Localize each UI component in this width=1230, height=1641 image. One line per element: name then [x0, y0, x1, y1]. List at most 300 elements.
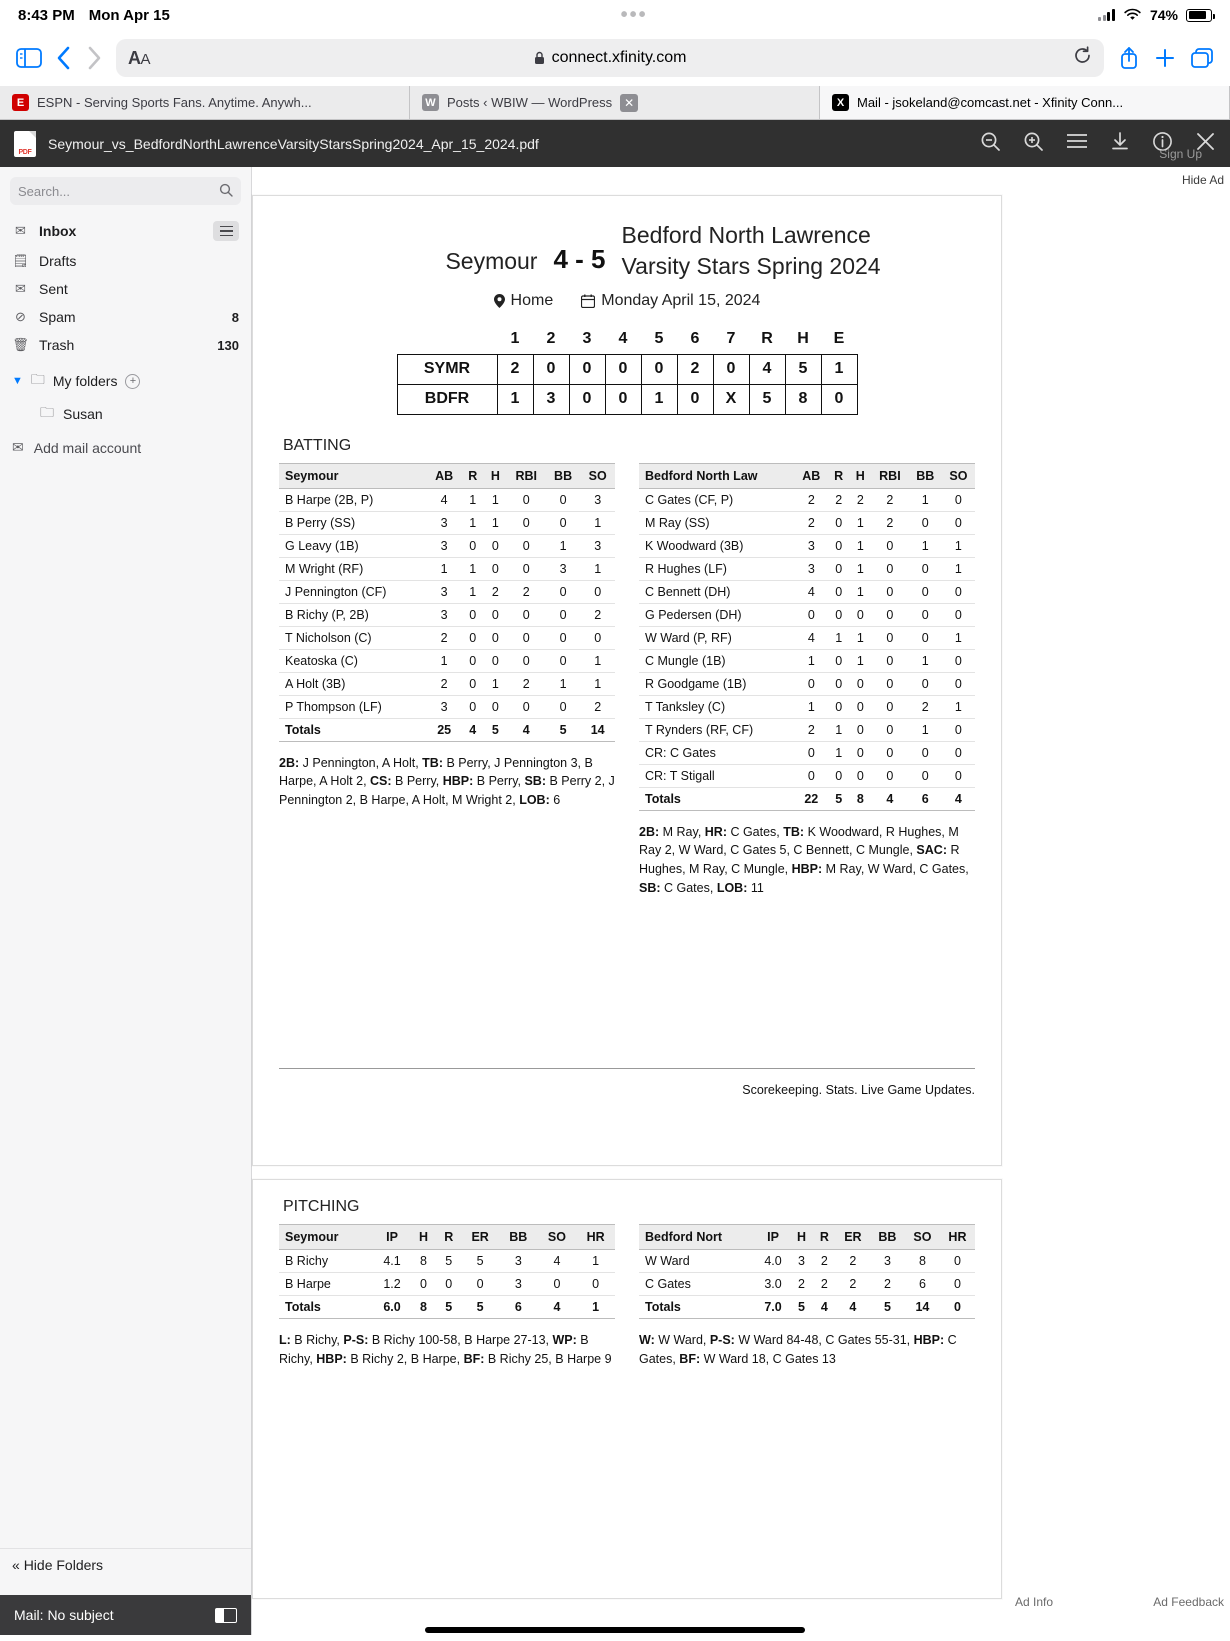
stat-r: 1 [461, 511, 484, 534]
runs-header: R [761, 329, 773, 347]
stat-ab: 0 [795, 741, 828, 764]
player-name: G Pedersen (DH) [639, 603, 795, 626]
stat-ab: 1 [795, 695, 828, 718]
totals-label: Totals [639, 787, 795, 810]
stat-so: 0 [942, 488, 975, 511]
ad-feedback-link[interactable]: Ad Feedback [1153, 1595, 1224, 1609]
stat-so: 8 [905, 1250, 940, 1273]
note-value: W Ward, [654, 1333, 710, 1347]
inning-header: 2 [546, 329, 556, 347]
tab-label: Posts ‹ WBIW — WordPress [447, 95, 613, 110]
player-name: C Gates (CF, P) [639, 488, 795, 511]
status-time: 8:43 PM [18, 6, 75, 24]
note-value: W Ward 18, C Gates 13 [700, 1351, 836, 1366]
team-column-header: Seymour [279, 463, 427, 488]
stat-rbi: 0 [871, 580, 909, 603]
new-tab-plus-icon[interactable] [1154, 47, 1176, 69]
sidebar-item-spam[interactable] [0, 303, 251, 331]
chevron-down-icon[interactable]: ▼ [12, 375, 23, 387]
stat-h: 0 [850, 695, 872, 718]
table-row [279, 557, 615, 580]
ios-status-bar [0, 0, 1230, 30]
stat-ab: 0 [795, 603, 828, 626]
stat-rbi: 0 [507, 488, 546, 511]
pdf-viewer-toolbar [0, 120, 1230, 167]
stat-h: 1 [484, 672, 507, 695]
table-row [639, 695, 975, 718]
table-header-row [639, 1225, 975, 1250]
game-location: Home [510, 292, 554, 310]
total-errors: 1 [821, 354, 857, 384]
download-icon[interactable] [1110, 131, 1130, 156]
envelope-icon: ✉ [12, 439, 24, 455]
chevron-left-icon: « [12, 1557, 20, 1573]
pitching-away-notes [279, 1331, 615, 1369]
stat-r: 1 [461, 557, 484, 580]
stat-bb: 1 [909, 718, 942, 741]
totals-label: Totals [279, 1296, 373, 1319]
sidebar-subitem-label: Susan [63, 406, 103, 422]
note-value: B Richy, [290, 1333, 344, 1347]
stat-rbi: 2 [871, 511, 909, 534]
tab-wordpress[interactable] [410, 86, 820, 119]
note-label: HBP: [791, 862, 823, 877]
stat-bb: 0 [546, 695, 581, 718]
table-row [639, 1250, 975, 1273]
player-name: B Harpe [279, 1273, 373, 1296]
trash-icon: 🗑 [12, 337, 29, 352]
player-name: A Holt (3B) [279, 672, 427, 695]
stat-header-r: R [813, 1225, 836, 1250]
totals-row [279, 718, 615, 741]
stat-h: 1 [850, 649, 872, 672]
table-row [279, 1250, 615, 1273]
team-column-header: Seymour [279, 1225, 373, 1250]
table-row [279, 1273, 615, 1296]
stat-rbi: 0 [871, 557, 909, 580]
tab-label: ESPN - Serving Sports Fans. Anytime. Anywh... [37, 95, 312, 110]
sign-up-text[interactable]: Sign Up [1159, 147, 1202, 161]
stat-so: 1 [580, 511, 615, 534]
add-mail-account-button[interactable] [0, 431, 251, 464]
tab-espn[interactable] [0, 86, 410, 119]
stat-h: 2 [790, 1273, 813, 1296]
status-date: Mon Apr 15 [88, 6, 170, 24]
spam-count: 8 [231, 309, 239, 325]
table-row [639, 488, 975, 511]
signal-bars-icon [1098, 9, 1115, 21]
table-row [639, 511, 975, 534]
pitching-away-column [279, 1224, 615, 1369]
back-chevron-icon[interactable] [56, 45, 72, 71]
boxscore-sheet [253, 196, 1001, 1121]
stat-bb: 3 [546, 557, 581, 580]
stat-so: 1 [942, 557, 975, 580]
stat-rbi: 4 [507, 718, 546, 741]
stat-rbi: 4 [871, 787, 909, 810]
note-value: R Hughes, M Ray, C Mungle, [639, 843, 960, 877]
stat-bb: 0 [546, 626, 581, 649]
stat-r: 2 [828, 488, 850, 511]
stat-er: 5 [461, 1250, 499, 1273]
linescore-blank-header [397, 324, 497, 354]
stat-so: 0 [942, 764, 975, 787]
player-name: C Gates [639, 1273, 756, 1296]
wordpress-favicon: W [422, 94, 439, 111]
calendar-icon [581, 294, 595, 308]
total-hits: 8 [785, 384, 821, 414]
batting-away-body [279, 488, 615, 741]
table-row [639, 1273, 975, 1296]
stat-r: 1 [828, 718, 850, 741]
note-value: M Ray, W Ward, C Gates, [822, 862, 969, 877]
stat-rbi: 0 [507, 649, 546, 672]
stat-hr: 0 [940, 1273, 975, 1296]
note-value: K Woodward, R Hughes, M Ray 2, W Ward, C Gates 5, C Bennett, C Mungle, [639, 824, 959, 858]
inning-runs: X [713, 384, 749, 414]
table-row [279, 488, 615, 511]
table-row [279, 649, 615, 672]
stat-h: 5 [790, 1296, 813, 1319]
inning-runs: 2 [497, 354, 533, 384]
inning-header: 6 [690, 329, 700, 347]
stat-bb: 0 [909, 603, 942, 626]
stat-so: 3 [580, 488, 615, 511]
drafts-icon: 🗒 [12, 253, 29, 268]
sent-icon: ✉ [15, 281, 26, 296]
inning-runs: 0 [569, 384, 605, 414]
stat-bb: 0 [546, 603, 581, 626]
total-errors: 0 [821, 384, 857, 414]
stat-header-h: H [484, 463, 507, 488]
sidebar-item-label: Sent [39, 281, 68, 297]
note-label: SAC: [916, 843, 947, 858]
stat-header-er: ER [836, 1225, 870, 1250]
sidebar-item-label: Trash [39, 337, 75, 353]
stat-r: 0 [461, 534, 484, 557]
footer-divider [279, 1068, 975, 1069]
stat-r: 5 [436, 1296, 461, 1319]
stat-h: 8 [411, 1250, 436, 1273]
stat-rbi: 0 [507, 603, 546, 626]
stat-r: 0 [828, 534, 850, 557]
zoom-out-icon[interactable] [980, 131, 1001, 157]
home-team-name: Bedford North Lawrence Varsity Stars Spring 2024 [621, 222, 881, 280]
stat-so: 1 [942, 626, 975, 649]
team-abbr: BDFR [397, 384, 497, 414]
batting-away-column [279, 463, 615, 898]
compose-window-icon[interactable] [215, 1608, 237, 1623]
table-row [639, 557, 975, 580]
stat-header-h: H [411, 1225, 436, 1250]
stat-bb: 1 [909, 488, 942, 511]
table-row [639, 534, 975, 557]
note-value: 6 [549, 793, 561, 808]
search-input[interactable] [10, 177, 241, 205]
stat-ab: 1 [795, 649, 828, 672]
batting-table-home [639, 463, 975, 811]
stat-bb: 3 [499, 1273, 538, 1296]
stat-header-ip: IP [756, 1225, 790, 1250]
team-column-header: Bedford Nort [639, 1225, 756, 1250]
team-column-header: Bedford North Law [639, 463, 795, 488]
stat-h: 1 [850, 534, 872, 557]
sidebar-toggle-icon[interactable] [16, 47, 42, 69]
table-row [639, 764, 975, 787]
note-label: P-S: [709, 1333, 735, 1347]
stat-rbi: 0 [871, 718, 909, 741]
sidebar-item-inbox[interactable] [0, 215, 251, 247]
stat-r: 0 [828, 764, 850, 787]
stat-so: 0 [538, 1273, 577, 1296]
stat-so: 0 [580, 580, 615, 603]
sidebar-item-sent[interactable] [0, 275, 251, 303]
inning-runs: 0 [713, 354, 749, 384]
stat-so: 6 [905, 1273, 940, 1296]
stat-header-h: H [790, 1225, 813, 1250]
player-name: B Richy [279, 1250, 373, 1273]
game-date: Monday April 15, 2024 [601, 292, 761, 310]
note-label: BF: [463, 1351, 485, 1366]
add-circle-icon[interactable]: + [125, 374, 140, 389]
stat-bb: 3 [499, 1250, 538, 1273]
pitching-home-column [639, 1224, 975, 1369]
note-value: M Ray, [659, 824, 705, 839]
stat-rbi: 0 [507, 511, 546, 534]
stat-h: 0 [484, 534, 507, 557]
stat-so: 0 [942, 511, 975, 534]
note-label: CS: [370, 774, 392, 789]
player-name: B Perry (SS) [279, 511, 427, 534]
batting-table-away [279, 463, 615, 742]
stat-rbi: 0 [871, 534, 909, 557]
pitching-section-title: PITCHING [283, 1198, 360, 1215]
player-name: W Ward [639, 1250, 756, 1273]
note-value: C Gates, [660, 880, 717, 895]
inning-runs: 3 [533, 384, 569, 414]
pdf-file-icon [14, 131, 36, 157]
inning-runs: 0 [605, 384, 641, 414]
stat-header-so: SO [905, 1225, 940, 1250]
stat-rbi: 0 [507, 557, 546, 580]
player-name: B Harpe (2B, P) [279, 488, 427, 511]
stat-ip: 4.1 [373, 1250, 411, 1273]
stat-h: 1 [484, 488, 507, 511]
stat-ab: 1 [427, 557, 462, 580]
table-row [639, 718, 975, 741]
ad-info-link[interactable]: Ad Info [1015, 1595, 1054, 1609]
stat-bb: 2 [909, 695, 942, 718]
stat-ab: 4 [795, 580, 828, 603]
compose-status-bar[interactable] [0, 1595, 251, 1635]
stat-so: 0 [942, 649, 975, 672]
stat-bb: 0 [909, 580, 942, 603]
note-label: SB: [639, 880, 661, 895]
stat-r: 1 [461, 580, 484, 603]
player-name: T Tanksley (C) [639, 695, 795, 718]
location-pin-icon [494, 294, 505, 308]
share-icon[interactable] [1118, 45, 1140, 71]
game-meta [279, 292, 975, 310]
batting-section-title: BATTING [283, 436, 352, 454]
stat-bb: 5 [870, 1296, 905, 1319]
table-header-row [279, 463, 615, 488]
inning-runs: 1 [497, 384, 533, 414]
pitching-table-away [279, 1224, 615, 1319]
total-hits: 5 [785, 354, 821, 384]
note-label: TB: [422, 755, 443, 770]
note-label: BF: [679, 1351, 701, 1366]
stat-r: 0 [828, 649, 850, 672]
player-name: C Bennett (DH) [639, 580, 795, 603]
stat-bb: 0 [909, 741, 942, 764]
note-label: LOB: [519, 793, 550, 808]
totals-label: Totals [639, 1296, 756, 1319]
stat-bb: 3 [870, 1250, 905, 1273]
menu-icon[interactable] [1066, 133, 1088, 154]
stat-ip: 6.0 [373, 1296, 411, 1319]
stat-header-r: R [828, 463, 850, 488]
compose-status-label: Mail: No subject [14, 1607, 114, 1623]
tabs-overview-icon[interactable] [1190, 47, 1214, 69]
stat-ab: 1 [427, 649, 462, 672]
team-abbr: SYMR [397, 354, 497, 384]
stat-h: 3 [790, 1250, 813, 1273]
stat-rbi: 2 [507, 672, 546, 695]
stat-ab: 2 [795, 718, 828, 741]
stat-h: 0 [850, 741, 872, 764]
stat-header-r: R [436, 1225, 461, 1250]
stat-so: 0 [942, 718, 975, 741]
list-view-icon[interactable] [213, 221, 239, 241]
stat-h: 0 [484, 649, 507, 672]
inning-runs: 0 [569, 354, 605, 384]
table-row [639, 741, 975, 764]
sidebar-item-trash[interactable] [0, 331, 251, 359]
stat-ip: 3.0 [756, 1273, 790, 1296]
stat-ab: 3 [427, 695, 462, 718]
trash-count: 130 [217, 337, 239, 353]
stat-rbi: 2 [871, 488, 909, 511]
stat-h: 0 [850, 718, 872, 741]
stat-so: 1 [942, 695, 975, 718]
stat-hr: 0 [940, 1296, 975, 1319]
stat-ab: 3 [427, 534, 462, 557]
total-runs: 4 [749, 354, 785, 384]
mail-sidebar [0, 167, 252, 1635]
stat-r: 5 [436, 1250, 461, 1273]
stat-header-so: SO [580, 463, 615, 488]
text-size-button[interactable]: AA [128, 47, 151, 68]
stat-rbi: 0 [871, 695, 909, 718]
forward-chevron-icon[interactable] [86, 45, 102, 71]
sidebar-item-susan[interactable] [0, 397, 251, 431]
stat-r: 2 [813, 1273, 836, 1296]
inbox-icon: ✉ [15, 223, 26, 238]
note-label: P-S: [343, 1333, 369, 1347]
stat-ab: 2 [427, 626, 462, 649]
sidebar-item-drafts[interactable] [0, 247, 251, 275]
stat-so: 14 [905, 1296, 940, 1319]
sidebar-item-label: Spam [39, 309, 76, 325]
tab-xfinity-mail[interactable] [820, 86, 1230, 119]
table-row [639, 603, 975, 626]
stat-rbi: 0 [871, 764, 909, 787]
scoreboard-header [279, 220, 975, 282]
battery-icon [1186, 9, 1212, 22]
hide-ad-button[interactable]: Hide Ad [1181, 173, 1224, 187]
totals-row [639, 1296, 975, 1319]
note-label: HBP: [316, 1351, 347, 1366]
inning-runs: 1 [641, 384, 677, 414]
stat-r: 0 [461, 672, 484, 695]
stat-header-ab: AB [427, 463, 462, 488]
sidebar-item-label: Drafts [39, 253, 77, 269]
xfinity-favicon: X [832, 94, 849, 111]
search-icon[interactable] [219, 183, 233, 200]
stat-rbi: 0 [871, 672, 909, 695]
close-icon[interactable]: ✕ [620, 94, 638, 112]
stat-so: 1 [580, 649, 615, 672]
stat-header-h: H [850, 463, 872, 488]
stat-rbi: 0 [507, 626, 546, 649]
player-name: W Ward (P, RF) [639, 626, 795, 649]
battery-percent: 74% [1149, 7, 1178, 23]
note-value: B Perry, [473, 774, 525, 789]
stat-bb: 1 [909, 649, 942, 672]
errors-header: E [833, 329, 845, 347]
player-name: R Hughes (LF) [639, 557, 795, 580]
totals-label: Totals [279, 718, 427, 741]
pdf-page-region[interactable] [252, 167, 1005, 1635]
player-name: P Thompson (LF) [279, 695, 427, 718]
batting-home-notes [639, 823, 975, 898]
reload-icon[interactable] [1073, 46, 1092, 70]
note-label: TB: [783, 824, 805, 839]
stat-ab: 3 [427, 511, 462, 534]
note-value: B Perry, [391, 774, 443, 789]
sidebar-item-label: Inbox [39, 223, 77, 239]
footer-tagline: Scorekeeping. Stats. Live Game Updates. [742, 1082, 975, 1097]
note-label: 2B: [279, 755, 300, 770]
stat-er: 2 [836, 1250, 870, 1273]
note-label: HR: [704, 824, 727, 839]
stat-bb: 0 [546, 511, 581, 534]
stat-ip: 4.0 [756, 1250, 790, 1273]
note-label: L: [279, 1333, 291, 1347]
note-value: W Ward 84-48, C Gates 55-31, [734, 1333, 914, 1347]
pitching-table-home [639, 1224, 975, 1319]
folder-icon: 🗀 [30, 371, 45, 387]
ad-column [1005, 147, 1230, 1635]
zoom-in-icon[interactable] [1023, 131, 1044, 157]
address-bar[interactable] [116, 39, 1104, 77]
stat-rbi: 0 [871, 741, 909, 764]
stat-header-bb: BB [870, 1225, 905, 1250]
stat-bb: 1 [909, 534, 942, 557]
stat-header-ab: AB [795, 463, 828, 488]
linescore-header-row [397, 324, 857, 354]
batting-away-notes [279, 754, 615, 810]
my-folders-header[interactable] [0, 359, 251, 397]
inning-header: 5 [654, 329, 664, 347]
stat-header-er: ER [461, 1225, 499, 1250]
stat-rbi: 0 [871, 626, 909, 649]
table-row [279, 603, 615, 626]
stat-er: 5 [461, 1296, 499, 1319]
hide-folders-button[interactable] [0, 1548, 251, 1581]
stat-so: 0 [942, 603, 975, 626]
